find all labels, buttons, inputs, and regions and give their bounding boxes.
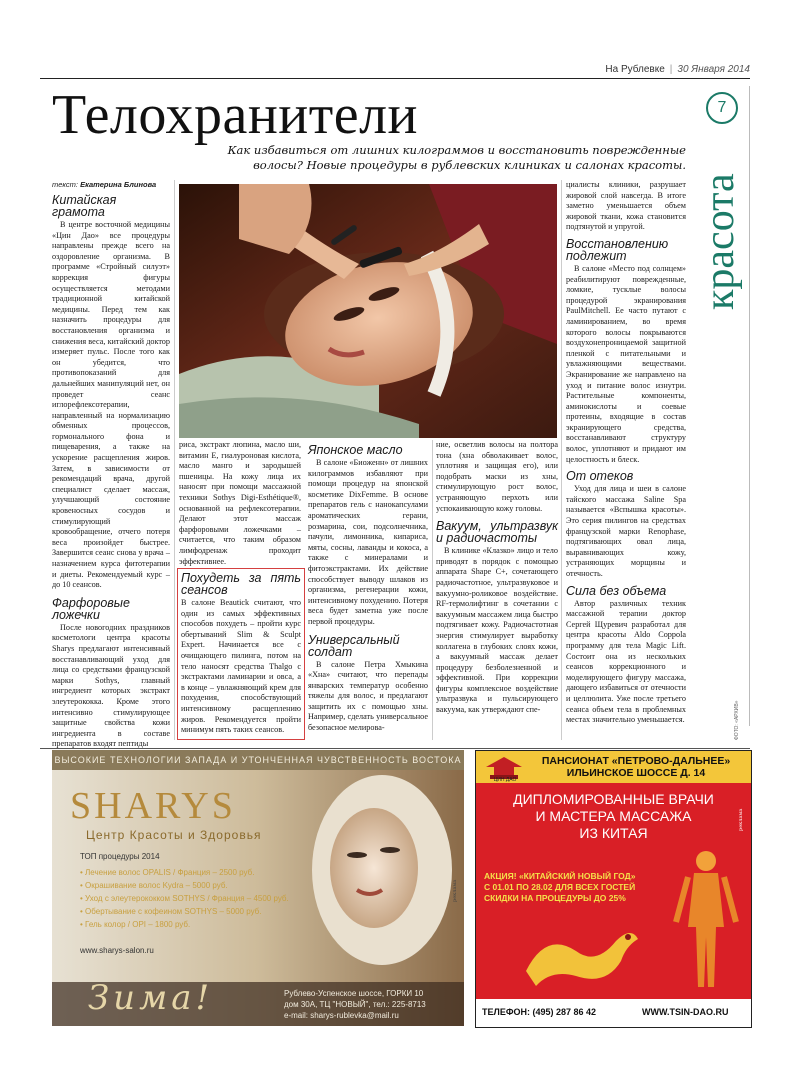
promo-line: С 01.01 ПО 28.02 ДЛЯ ВСЕХ ГОСТЕЙ [484,882,636,892]
ad-mark [738,791,748,831]
subhead-vacuum: Вакуум, ультразвук и радиочастоты [436,519,558,546]
sharys-top-label: ТОП процедуры 2014 [80,852,160,861]
address-line: дом 30А, ТЦ "НОВЫЙ", тел.: 225-8713 [284,1000,426,1009]
author-name: Екатерина Блинова [80,180,157,189]
sharys-ad[interactable] [52,750,464,1026]
facial-treatment-image [179,184,557,438]
text-five-sessions: В салоне Beautick считают, что один из самых эффективных способов похудеть – пройти курс обертываний Slim & Sculpt Expert. Начинается все с очищающего пилинга, потом на тело наносят средства Thalgo с экстрактами ламинарии и овса, а в конце – увлажняющий крем для похудения, способствующий интенсивному расщеплению жиров. Рекомендуется пройти минимум пять таких сеансов. [181,598,301,735]
promo-line: АКЦИЯ! «КИТАЙСКИЙ НОВЫЙ ГОД» [484,871,636,881]
subhead-universal: Универсальный солдат [308,632,400,659]
sharys-winter: Зима! [88,978,214,1018]
text-restore: В салоне «Место под солнцем» реабилитируют поврежденные, ломкие, тусклые волосы процедурой экранирования PaulMitchell. Ее часто путают с ламинированием, во время которого волосы покрываются воздухонепроницаемой защитной пленкой с питательными и увлажняющими веществами. Экранирование же направлено на уход и питание волос изнутри. Растительные компоненты, аминокислоты и соевые протеины, входящие в состав экранирующего средства, восстанавливают структуру волос, уплотняют и придают им целостность и блеск. [566,263,686,464]
tsindao-headline-3: ИЗ КИТАЯ [579,825,648,841]
column-5 [566,180,686,726]
tsindao-line2: ИЛЬИНСКОЕ ШОССЕ Д. 14 [566,767,706,779]
subhead-porcelain: Фарфоровые ложечки [52,595,130,622]
column-divider [432,440,433,740]
price-item: • Гель колор / OPI – 1800 руб. [80,920,191,929]
ad-mark [452,862,462,902]
dragon-icon [516,911,646,995]
column-divider [561,180,562,740]
column-2 [179,440,301,567]
photo-credit [734,600,746,740]
acupuncture-figure-icon [666,847,746,997]
price-item: • Обертывание с кофеином SOTHYS – 5000 руб. [80,907,262,916]
page-header: На Рублевке | 30 Января 2014 [605,64,750,75]
price-item: • Окрашивание волос Kydra – 5000 руб. [80,881,228,890]
subhead-japan-oil: Японское масло [308,443,403,457]
newspaper-name: На Рублевке [605,64,665,75]
address-line: Рублево-Успенское шоссе, ГОРКИ 10 [284,989,424,998]
price-item: • Уход с элеутерококком SOTHYS / Франция – 4500 руб. [80,894,289,903]
promo-line: СКИДКИ НА ПРОЦЕДУРЫ ДО 25% [484,893,626,903]
ad-mark-text: реклама [452,879,458,902]
tsindao-promo [484,871,664,904]
tsindao-address [526,755,746,779]
author-credit [52,180,156,189]
article-lead: Как избавиться от лишних килограммов и восстановить поврежденные волосы? Новые процедуры в рублевских клиниках и салонах красоты. [227,143,686,172]
section-name: красота [697,173,743,310]
tsindao-logo-text: ЦИН ДАО [493,777,517,783]
tsindao-site[interactable]: WWW.TSIN-DAO.RU [642,1007,729,1017]
article-photo [179,184,557,438]
sharys-site[interactable]: www.sharys-salon.ru [80,946,154,955]
page-number: 7 [706,92,738,124]
sharys-tagline: ВЫСОКИЕ ТЕХНОЛОГИИ ЗАПАДА И УТОНЧЕННАЯ ЧУВСТВЕННОСТЬ ВОСТОКА [52,750,464,770]
column-3 [308,444,428,734]
subhead-restore: Восстановлению подлежит [566,236,669,263]
article-title: Телохранители [52,84,419,146]
top-rule [40,78,750,79]
text-japan-oil: В салоне «Биоженн» от лишних килограммов избавляют при помощи процедур на японской косметике DixFemme. В основе препаратов гель с нанокапсулами ароматических герани, розмарина, сои, подсолнечника, пачули, лимонника, кипариса, мяты, сосны, лаванды и кокоса, а также с минералами и фитоэкстрактами. Их действие способствует выводу шлаков из организма, регенерации кожи, интенсивному похудению. Потеря веса будет заметна уже после первой процедуры. [308,458,428,626]
boxed-article [181,572,301,736]
text-porcelain-cont: риса, экстракт люпина, масло ши, витамин Е, гиалуроновая кислота, масло манго и зародышей пшеницы. На кожу лица их наносят при помощи массажной техники Sothys Digi-Esthétique®, основанной на рефлексотерапии. Делают этот массаж фарфоровыми ложечками – считается, что таким образом лимфодренаж проходит эффективнее. [179,440,301,566]
text-vacuum: В клинике «Клазко» лицо и тело приводят в порядок с помощью аппарата Shape C+, сочетающего радиочастотное, ультразвуковое и вакуумно-роликовое воздействие. RF-термолифтинг в сочетании с вакуумным массажем лица быстро подтягивает кожу. Радиочастотная энергия стимулирует выработку коллагена в глубоких слоях кожи, а вакуумный массаж делает процедуру безболезненной и эффективной. При коррекции фигуры комплексное воздействие ультразвука и пульсирующего вакуума, как утверждают спе- [436,546,558,715]
column-1 [52,194,170,750]
text-edema: Уход для лица и шеи в салоне тайского массажа Saline Spa называется «Вспышка красоты». Это серия пилингов на средствах французской марки Renophase, подтягивающих овал лица, выравнивающих кожу, устраняющих морщины и отечность. [566,484,686,578]
section-label [690,130,750,320]
bottom-rule [40,748,750,749]
text-universal: В салоне Петра Хмыкина «Хна» считают, что перепады январских температур особенно тяжелы для волос, и предлагают защитить их с помощью хны. Например, сделать универсальное безопасное мелирова- [308,659,428,733]
photo-credit-text: ФОТО: «АРХИВ» [734,700,740,740]
issue-date: 30 Января 2014 [677,64,750,75]
tsindao-headline [476,791,751,842]
tsindao-line1: ПАНСИОНАТ «ПЕТРОВО-ДАЛЬНЕЕ» [541,755,731,767]
text-vacuum-cont: циалисты клиники, разрушает жировой слой навсегда. В итоге заметно уменьшается объем жировой ткани, кожа становится подтянутой и упругой. [566,180,686,232]
tsindao-headline-2: И МАСТЕРА МАССАЖА [535,808,692,824]
ad-mark-text: реклама [738,808,744,831]
column-divider [174,180,175,740]
text-no-volume: Автор различных техник массажной терапии доктор Сергей Щуревич разработал для центра красоты Aldo Coppola программу для тела Magic Lift. Состоит она из нескольких сеансов коррекционного и моделирующего фигуру массажа, дающего избавиться от отечности и целлюлита. Уже после третьего сеанса объем тела в проблемных местах значительно уменьшается. [566,598,686,725]
subhead-edema: От отеков [566,469,634,484]
price-item: • Лечение волос OPALIS / Франция – 2500 руб. [80,868,255,877]
column-4 [436,440,558,716]
sharys-logo: SHARYS [70,785,236,827]
subhead-no-volume: Сила без объема [566,583,667,598]
sharys-address [284,988,426,1021]
sharys-price-list [80,866,310,931]
tsindao-phone[interactable]: ТЕЛЕФОН: (495) 287 86 42 [482,1007,597,1017]
tsindao-headline-1: ДИПЛОМИРОВАННЫЕ ВРАЧИ [513,791,714,807]
text-henna-cont: ние, осветлив волосы на полтора тона (хна обволакивает волос, уплотняя и защищая его), или подобрать маски из хны, стимулирующую рост волос, устраняющую перхоть или успокаивающую кожу головы. [436,440,558,513]
tsindao-ad[interactable] [475,750,752,1028]
text-porcelain: После новогодних праздников косметологи центра красоты Sharys предлагают интенсивный восстанавливающий уход для лица со средствами французской марки Sothys, главный ингредиент которых экстракт элеутерококка. Кроме этого интенсивно стимулирующее защитные свойства кожи ингредиента в составе препаратов входят пептиды [52,622,170,749]
subhead-five-sessions: Похудеть за пять сеансов [181,571,301,597]
author-prefix: текст: [52,180,78,189]
sharys-subtitle: Центр Красоты и Здоровья [86,828,262,842]
text-china: В центре восточной медицины «Цин Дао» все процедуры направлены прежде всего на оздоровление организма. В программе «Стройный силуэт» коррекция фигуры осуществляется методами традиционной китайской медицины. Перед тем как назначить процедуры для восстановления организма и снижения веса, китайский доктор измеряет пульс. После того как он убедится, что противопоказаний для дальнейших манипуляций нет, он проведет сеанс иглорефлексотерапии, направленный на нормализацию обменных процессов, гормонального фона и пищеварения, а также на ускорение расщепления жиров. Затем, в зависимости от рекомендаций врача, другой специалист сделает массаж, улучшающий состояние кровеносных сосудов и стимулирующий кровообращение, отчего потеря веса произойдет быстрее. Завершится сеанс снова у врача – назначением курса фитотерапии и диеты. Рекомендуемый курс – до 10 сеансов. [52,220,170,590]
subhead-china: Китайская грамота [52,193,117,219]
side-rule [749,86,750,726]
sharys-email[interactable]: e-mail: sharys-rublevka@mail.ru [284,1011,399,1020]
